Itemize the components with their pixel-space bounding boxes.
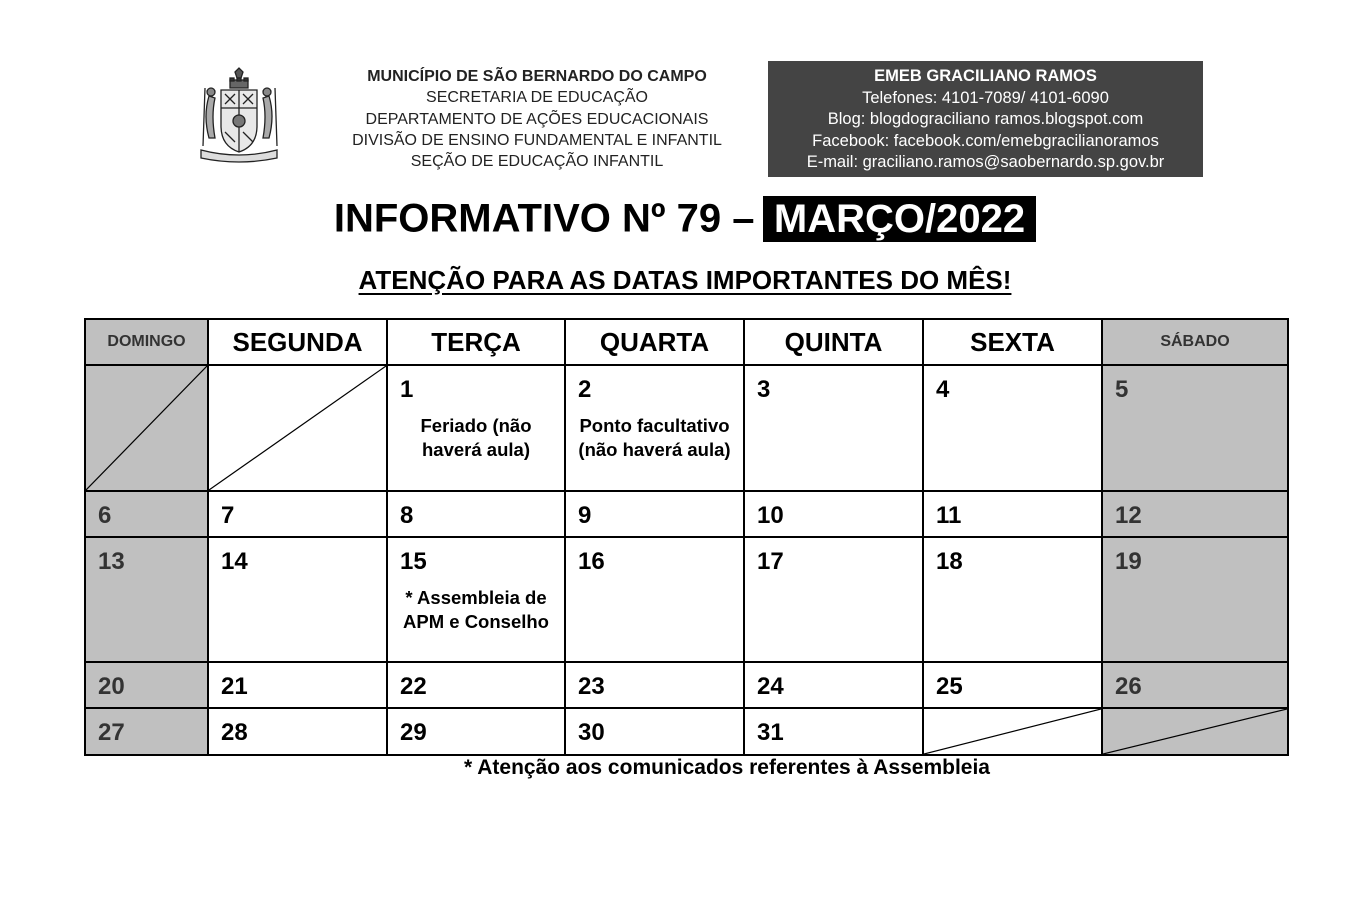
day-number: 31 bbox=[757, 719, 784, 746]
municipality-line: DEPARTAMENTO DE AÇÕES EDUCACIONAIS bbox=[365, 110, 709, 128]
day-cell bbox=[566, 709, 745, 756]
weekday-header bbox=[86, 320, 209, 366]
school-name: EMEB GRACILIANO RAMOS bbox=[874, 67, 1097, 85]
weekday-label: SEGUNDA bbox=[232, 326, 363, 357]
day-cell bbox=[209, 663, 388, 709]
day-cell bbox=[388, 663, 566, 709]
empty-cell-diagonal bbox=[1103, 709, 1287, 754]
day-number: 27 bbox=[98, 719, 125, 746]
weekday-header bbox=[388, 320, 566, 366]
contact-phones: Telefones: 4101-7089/ 4101-6090 bbox=[862, 88, 1109, 107]
day-number: 12 bbox=[1115, 502, 1142, 529]
weekday-header bbox=[1103, 320, 1289, 366]
day-cell bbox=[209, 709, 388, 756]
day-number: 26 bbox=[1115, 673, 1142, 700]
day-event-note: Feriado (não haverá aula) bbox=[420, 415, 532, 460]
day-number: 18 bbox=[936, 548, 963, 575]
day-number: 4 bbox=[936, 376, 950, 403]
day-cell bbox=[745, 538, 924, 663]
empty-day-cell bbox=[86, 366, 209, 492]
weekday-label: QUINTA bbox=[784, 326, 883, 357]
day-cell bbox=[745, 709, 924, 756]
day-cell bbox=[1103, 492, 1289, 538]
day-number: 15 bbox=[400, 548, 427, 575]
day-cell bbox=[388, 709, 566, 756]
page-subtitle: ATENÇÃO PARA AS DATAS IMPORTANTES DO MÊS! bbox=[358, 265, 1012, 295]
day-number: 3 bbox=[757, 376, 771, 403]
calendar-grid bbox=[84, 318, 1289, 756]
empty-day-cell bbox=[209, 366, 388, 492]
day-cell bbox=[566, 538, 745, 663]
empty-day-cell bbox=[1103, 709, 1289, 756]
day-cell bbox=[566, 663, 745, 709]
day-number: 25 bbox=[936, 673, 963, 700]
day-cell bbox=[388, 366, 566, 492]
title-main: INFORMATIVO Nº 79 – bbox=[333, 196, 755, 241]
footnote: * Atenção aos comunicados referentes à Assembleia bbox=[464, 756, 990, 779]
day-cell bbox=[745, 663, 924, 709]
empty-cell-diagonal bbox=[86, 366, 207, 490]
day-number: 10 bbox=[757, 502, 784, 529]
weekday-label: SEXTA bbox=[970, 326, 1055, 357]
day-number: 1 bbox=[400, 376, 414, 403]
day-number: 7 bbox=[221, 502, 235, 529]
day-number: 11 bbox=[936, 502, 962, 529]
weekday-label: TERÇA bbox=[431, 326, 521, 357]
day-cell bbox=[924, 663, 1103, 709]
day-cell bbox=[388, 492, 566, 538]
day-number: 5 bbox=[1115, 376, 1129, 403]
weekday-label: DOMINGO bbox=[107, 333, 186, 350]
day-cell bbox=[566, 492, 745, 538]
weekday-label: QUARTA bbox=[599, 326, 710, 357]
day-cell bbox=[745, 366, 924, 492]
day-number: 13 bbox=[98, 548, 125, 575]
day-number: 30 bbox=[578, 719, 605, 746]
school-contact-box bbox=[768, 61, 1203, 177]
title-month-badge: MARÇO/2022 bbox=[763, 196, 1036, 242]
day-number: 20 bbox=[98, 673, 125, 700]
contact-email: E-mail: graciliano.ramos@saobernardo.sp.gov.br bbox=[806, 153, 1165, 172]
day-number: 19 bbox=[1115, 548, 1142, 575]
contact-blog: Blog: blogdograciliano ramos.blogspot.com bbox=[827, 110, 1144, 129]
day-event-note: * Assembleia de APM e Conselho bbox=[403, 587, 549, 632]
municipality-line: SEÇÃO DE EDUCAÇÃO INFANTIL bbox=[410, 153, 664, 171]
day-cell bbox=[86, 709, 209, 756]
weekday-label: SÁBADO bbox=[1160, 333, 1230, 350]
day-cell bbox=[924, 538, 1103, 663]
day-cell bbox=[924, 492, 1103, 538]
day-number: 28 bbox=[221, 719, 248, 746]
empty-cell-diagonal bbox=[209, 366, 386, 490]
weekday-header bbox=[209, 320, 388, 366]
day-cell bbox=[1103, 538, 1289, 663]
day-cell bbox=[566, 366, 745, 492]
day-number: 16 bbox=[578, 548, 605, 575]
day-number: 14 bbox=[221, 548, 248, 575]
contact-facebook: Facebook: facebook.com/emebgracilianoramos bbox=[812, 131, 1159, 150]
day-number: 23 bbox=[578, 673, 605, 700]
day-cell bbox=[86, 492, 209, 538]
empty-cell-diagonal bbox=[924, 709, 1101, 754]
day-number: 8 bbox=[400, 502, 414, 529]
day-event-note: Ponto facultativo (não haverá aula) bbox=[578, 415, 731, 460]
day-cell bbox=[745, 492, 924, 538]
day-number: 17 bbox=[757, 548, 784, 575]
day-cell bbox=[86, 663, 209, 709]
empty-day-cell bbox=[924, 709, 1103, 756]
day-number: 22 bbox=[400, 673, 427, 700]
day-number: 9 bbox=[578, 502, 592, 529]
day-cell bbox=[1103, 663, 1289, 709]
weekday-header bbox=[566, 320, 745, 366]
day-cell bbox=[1103, 366, 1289, 492]
municipality-line: SECRETARIA DE EDUCAÇÃO bbox=[426, 89, 648, 107]
day-number: 24 bbox=[757, 673, 784, 700]
day-cell bbox=[209, 538, 388, 663]
day-number: 21 bbox=[221, 673, 248, 700]
page-title bbox=[0, 196, 1370, 242]
municipality-line: MUNICÍPIO DE SÃO BERNARDO DO CAMPO bbox=[367, 68, 707, 85]
day-number: 6 bbox=[98, 502, 112, 529]
day-cell bbox=[209, 492, 388, 538]
day-number: 29 bbox=[400, 719, 427, 746]
municipality-line: DIVISÃO DE ENSINO FUNDAMENTAL E INFANTIL bbox=[352, 131, 722, 149]
day-cell bbox=[86, 538, 209, 663]
municipal-crest-logo bbox=[197, 66, 281, 166]
day-cell bbox=[388, 538, 566, 663]
weekday-header bbox=[924, 320, 1103, 366]
weekday-header bbox=[745, 320, 924, 366]
day-number: 2 bbox=[578, 376, 592, 403]
day-cell bbox=[924, 366, 1103, 492]
municipality-header bbox=[318, 66, 756, 172]
